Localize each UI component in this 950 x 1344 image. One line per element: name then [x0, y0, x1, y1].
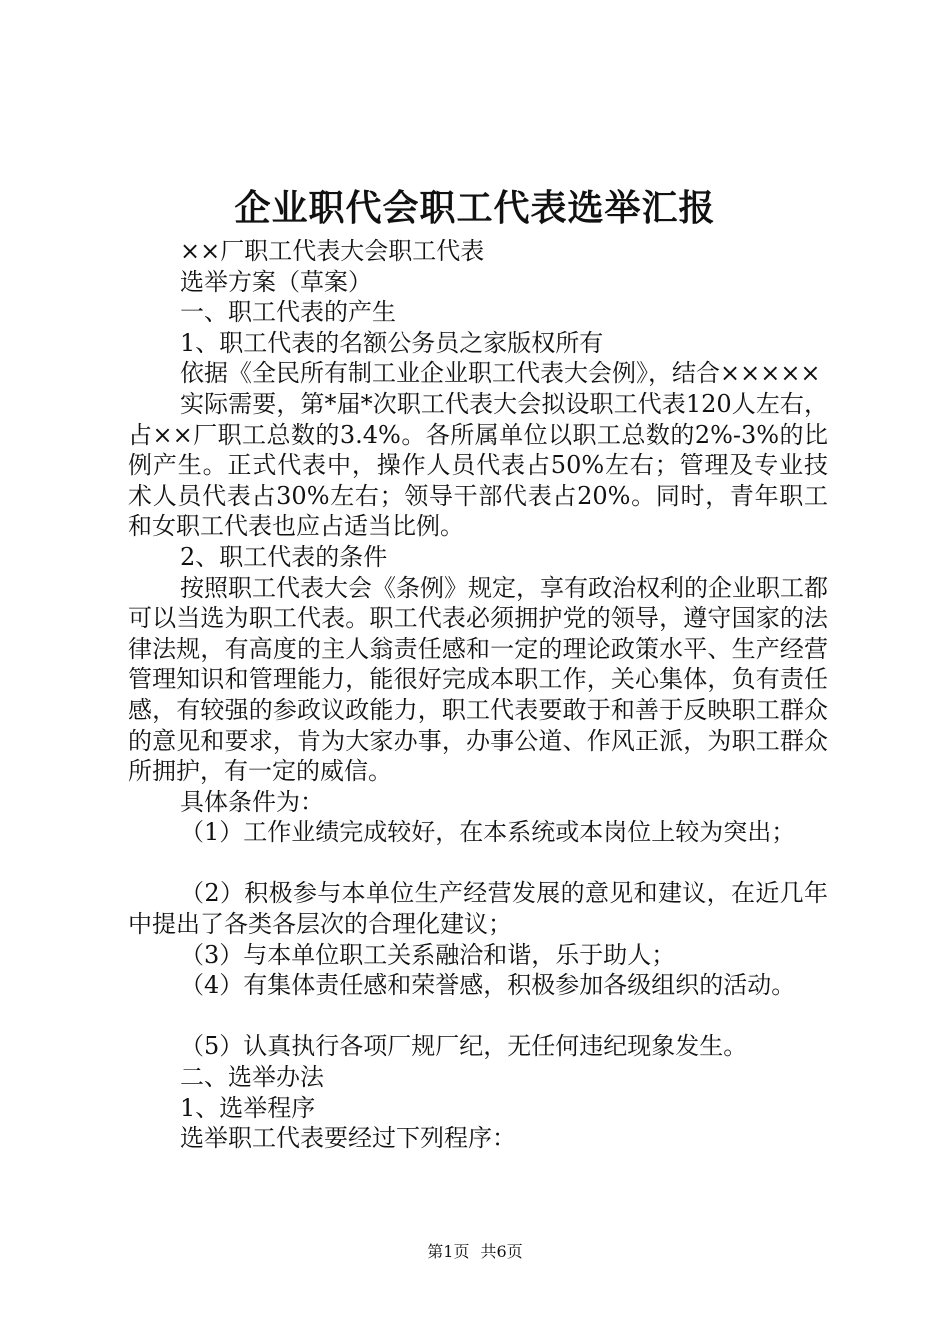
list-item: （1）工作业绩完成较好，在本系统或本岗位上较为突出；	[180, 818, 796, 847]
subsection-heading: 2、职工代表的条件	[180, 542, 388, 571]
document-body	[128, 236, 828, 1154]
page-total: 共6页	[480, 1242, 523, 1261]
list-item: （4）有集体责任感和荣誉感，积极参加各级组织的活动。	[180, 971, 796, 1000]
paragraph: 实际需要，第*届*次职工代表大会拟设职工代表120人左右，占××厂职工总数的3.4%。各所属单位以职工总数的2%-3%的比例产生。正式代表中，操作人员代表占50%左右；管理及专业技术人员代表占30%左右；领导干部代表占20%。同时，青年职工和女职工代表也应占适当比例。	[128, 389, 828, 541]
blank-line	[128, 848, 828, 879]
paragraph: 依据《全民所有制工业企业职工代表大会例》，结合×××××	[180, 359, 821, 388]
paragraph-line: 选举职工代表要经过下列程序：	[180, 1124, 516, 1153]
page-footer	[0, 1240, 950, 1264]
section-heading: 一、职工代表的产生	[180, 298, 396, 327]
list-item: （5）认真执行各项厂规厂纪，无任何违纪现象发生。	[180, 1032, 748, 1061]
section-heading: 二、选举办法	[180, 1063, 324, 1092]
paragraph-line: 具体条件为：	[180, 787, 324, 816]
paragraph-line: ××厂职工代表大会职工代表	[180, 237, 485, 265]
list-item: （2）积极参与本单位生产经营发展的意见和建议，在近几年中提出了各类各层次的合理化建议；	[128, 879, 828, 939]
list-item: （3）与本单位职工关系融洽和谐，乐于助人；	[180, 940, 676, 969]
subsection-heading: 1、职工代表的名额公务员之家版权所有	[180, 328, 604, 357]
paragraph-line: 选举方案（草案）	[180, 267, 372, 296]
page-number: 第1页	[427, 1242, 470, 1261]
paragraph: 按照职工代表大会《条例》规定，享有政治权利的企业职工都可以当选为职工代表。职工代表必须拥护党的领导，遵守国家的法律法规，有高度的主人翁责任感和一定的理论政策水平、生产经营管理知识和管理能力，能很好完成本职工作，关心集体，负有责任感，有较强的参政议政能力，职工代表要敢于和善于反映职工群众的意见和要求，肯为大家办事，办事公道、作风正派，为职工群众所拥护，有一定的威信。	[128, 573, 828, 786]
subsection-heading: 1、选举程序	[180, 1093, 316, 1122]
document-title: 企业职代会职工代表选举汇报	[234, 187, 716, 229]
blank-line	[128, 1001, 828, 1032]
